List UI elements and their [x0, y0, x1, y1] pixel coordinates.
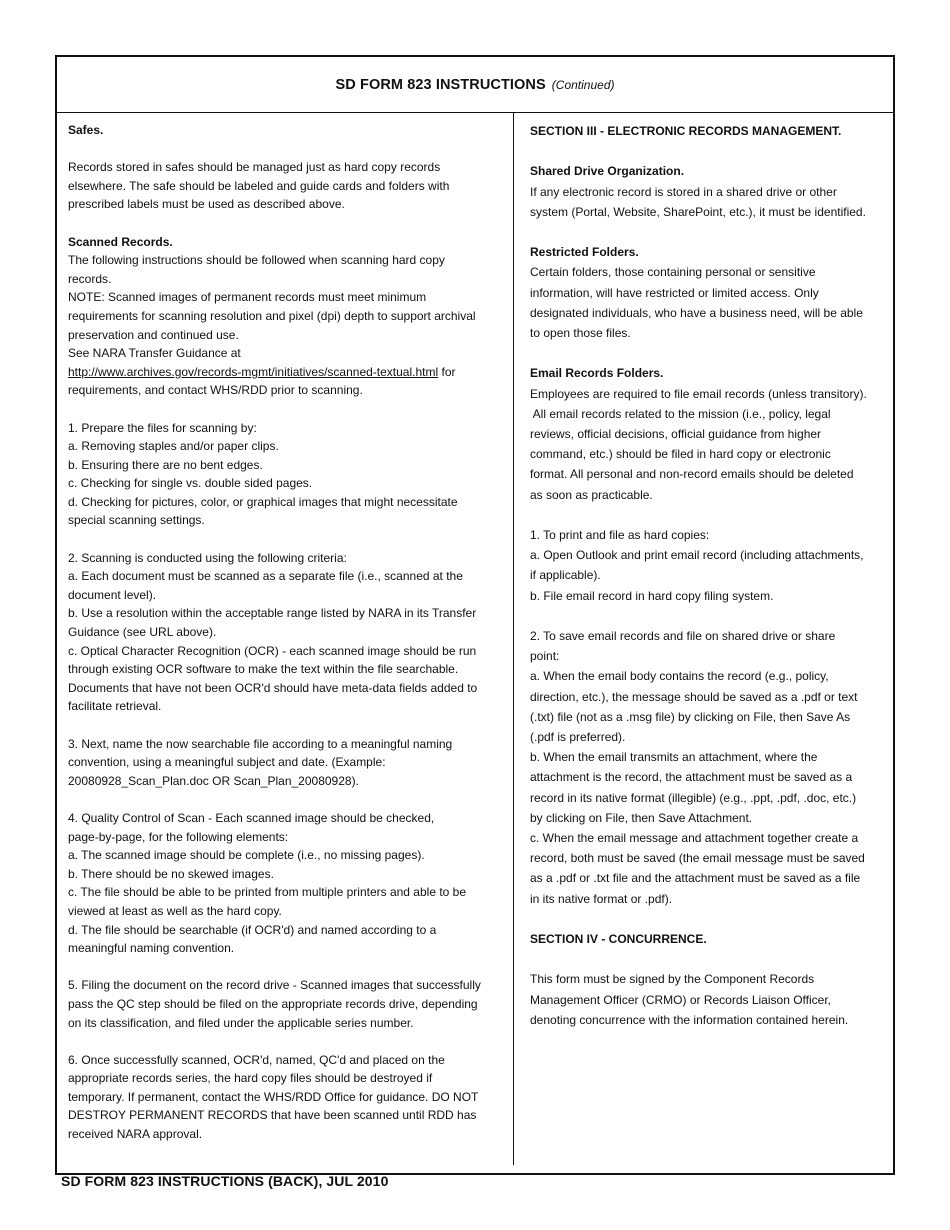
- text-line: Employees are required to file email records (unless transitory).: [530, 386, 867, 401]
- step-2-list: [68, 549, 504, 716]
- text-line: format. All personal and non-record emails should be deleted: [530, 467, 854, 482]
- concurrence-paragraph: [530, 969, 882, 1030]
- list-item: b. When the email transmits an attachment, where the: [530, 750, 818, 765]
- list-item: b. Use a resolution within the acceptable range listed by NARA in its Transfer: [68, 606, 477, 621]
- print-email-list: [530, 525, 882, 606]
- form-frame: [55, 55, 895, 1175]
- text-line: preservation and continued use.: [68, 327, 239, 342]
- list-item: d. Checking for pictures, color, or graphical images that might necessitate: [68, 494, 458, 509]
- scanned-records-heading: Scanned Records.: [68, 234, 173, 249]
- list-item: DESTROY PERMANENT RECORDS that have been scanned until RDD has: [68, 1108, 477, 1123]
- link-line: [68, 363, 504, 382]
- list-item: received NARA approval.: [68, 1127, 203, 1142]
- text-line: denoting concurrence with the information contained herein.: [530, 1012, 849, 1027]
- text-line: requirements for scanning resolution and pixel (dpi) depth to support archival: [68, 308, 476, 323]
- list-item: facilitate retrieval.: [68, 699, 162, 714]
- section-4-heading-block: [530, 929, 882, 949]
- email-folders-heading: Email Records Folders.: [530, 366, 664, 381]
- list-item: point:: [530, 649, 560, 664]
- text-line: This form must be signed by the Component Records: [530, 972, 815, 987]
- save-email-list: [530, 626, 882, 909]
- continued-label: (Continued): [551, 77, 615, 92]
- text-line: designated individuals, who have a business need, will be able: [530, 305, 863, 320]
- list-item: attachment is the record, the attachment must be saved as a: [530, 770, 853, 785]
- section-4-heading: SECTION IV - CONCURRENCE.: [530, 932, 707, 947]
- list-item: 1. Prepare the files for scanning by:: [68, 420, 257, 435]
- text-line: All email records related to the mission (i.e., policy, legal: [530, 406, 831, 421]
- email-folders-section: [530, 363, 882, 504]
- list-item: temporary. If permanent, contact the WHS/RDD Office for guidance. DO NOT: [68, 1089, 479, 1104]
- list-item: record in its native format (illegible) (e.g., .ppt, .pdf, .doc, etc.): [530, 790, 857, 805]
- right-column: [530, 121, 882, 1050]
- list-item: 4. Quality Control of Scan - Each scanned image should be checked,: [68, 810, 435, 825]
- column-divider: [513, 113, 514, 1165]
- text-line: reviews, official decisions, official guidance from higher: [530, 427, 822, 441]
- list-item: b. File email record in hard copy filing system.: [530, 588, 774, 603]
- list-item: 2. Scanning is conducted using the following criteria:: [68, 550, 347, 565]
- list-item: b. There should be no skewed images.: [68, 866, 274, 881]
- list-item: if applicable).: [530, 568, 601, 583]
- list-item: a. Open Outlook and print email record (including attachments,: [530, 548, 864, 563]
- list-item: in its native format or .pdf).: [530, 891, 673, 906]
- step-5-list: [68, 976, 504, 1032]
- list-item: 6. Once successfully scanned, OCR'd, named, QC'd and placed on the: [68, 1052, 445, 1067]
- restricted-folders-heading: Restricted Folders.: [530, 245, 639, 260]
- scanned-records-section: [68, 233, 504, 400]
- list-item: special scanning settings.: [68, 513, 205, 528]
- text-line: Records stored in safes should be managed just as hard copy records: [68, 160, 441, 175]
- form-footer: SD FORM 823 INSTRUCTIONS (BACK), JUL 2010: [61, 1173, 389, 1189]
- text-line: records.: [68, 271, 112, 286]
- list-item: meaningful naming convention.: [68, 941, 235, 956]
- list-item: d. The file should be searchable (if OCR'd) and named according to a: [68, 922, 437, 937]
- list-item: record, both must be saved (the email message must be saved: [530, 851, 865, 866]
- form-title: SD FORM 823 INSTRUCTIONS: [335, 76, 546, 93]
- link-suffix: for: [438, 364, 456, 379]
- list-item: as a .pdf or .txt file and the attachment must be saved as a file: [530, 871, 861, 886]
- section-3-heading: SECTION III - ELECTRONIC RECORDS MANAGEMENT.: [530, 124, 842, 138]
- list-item: a. The scanned image should be complete (i.e., no missing pages).: [68, 848, 425, 863]
- list-item: a. Removing staples and/or paper clips.: [68, 439, 279, 454]
- text-line: elsewhere. The safe should be labeled and guide cards and folders with: [68, 178, 450, 193]
- text-line: command, etc.) should be filed in hard copy or electronic: [530, 447, 831, 462]
- text-line: system (Portal, Website, SharePoint, etc.), it must be identified.: [530, 204, 866, 219]
- text-line: requirements, and contact WHS/RDD prior to scanning.: [68, 383, 363, 398]
- list-item: (.txt) file (not as a .msg file) by clicking on File, then Save As: [530, 709, 851, 724]
- text-line: to open those files.: [530, 326, 631, 340]
- text-line: Management Officer (CRMO) or Records Liaison Officer,: [530, 992, 831, 1007]
- list-item: c. The file should be able to be printed from multiple printers and able to be: [68, 885, 467, 900]
- text-line: Certain folders, those containing personal or sensitive: [530, 265, 816, 280]
- step-6-list: [68, 1051, 504, 1144]
- list-item: c. Optical Character Recognition (OCR) - each scanned image should be run: [68, 643, 477, 658]
- safes-heading-block: [68, 121, 504, 140]
- safes-heading: Safes.: [68, 123, 104, 137]
- text-line: See NARA Transfer Guidance at: [68, 346, 241, 361]
- section-3-heading-block: [530, 121, 882, 141]
- text-line: NOTE: Scanned images of permanent records must meet minimum: [68, 290, 427, 305]
- text-line: prescribed labels must be used as described above.: [68, 197, 345, 212]
- form-header: [57, 57, 893, 113]
- shared-drive-section: [530, 161, 882, 222]
- list-item: 2. To save email records and file on shared drive or share: [530, 629, 836, 643]
- list-item: appropriate records series, the hard copy files should be destroyed if: [68, 1071, 433, 1086]
- restricted-folders-section: [530, 242, 882, 343]
- list-item: by clicking on File, then Save Attachment.: [530, 810, 753, 825]
- list-item: 3. Next, name the now searchable file according to a meaningful naming: [68, 736, 453, 751]
- list-item: through existing OCR software to make the text within the file searchable.: [68, 662, 459, 677]
- step-1-list: [68, 419, 504, 531]
- list-item: 20080928_Scan_Plan.doc OR Scan_Plan_20080928).: [68, 773, 359, 788]
- list-item: a. Each document must be scanned as a separate file (i.e., scanned at the: [68, 569, 463, 584]
- list-item: Guidance (see URL above).: [68, 625, 217, 640]
- list-item: convention, using a meaningful subject and date. (Example:: [68, 755, 386, 770]
- step-3-list: [68, 735, 504, 791]
- text-line: The following instructions should be followed when scanning hard copy: [68, 253, 445, 268]
- list-item: 5. Filing the document on the record drive - Scanned images that successfully: [68, 978, 481, 993]
- list-item: Documents that have not been OCR'd should have meta-data fields added to: [68, 680, 478, 695]
- step-4-list: [68, 809, 504, 958]
- list-item: viewed at least as well as the hard copy.: [68, 903, 282, 918]
- text-line: as soon as practicable.: [530, 487, 653, 502]
- list-item: on its classification, and filed under the applicable series number.: [68, 1015, 414, 1030]
- list-item: pass the QC step should be filed on the appropriate records drive, depending: [68, 996, 478, 1011]
- list-item: direction, etc.), the message should be saved as a .pdf or text: [530, 689, 858, 704]
- list-item: (.pdf is preferred).: [530, 730, 626, 745]
- left-column: [68, 121, 504, 1162]
- list-item: document level).: [68, 587, 157, 602]
- list-item: 1. To print and file as hard copies:: [530, 528, 710, 542]
- safes-paragraph: [68, 158, 504, 214]
- shared-drive-heading: Shared Drive Organization.: [530, 164, 685, 179]
- list-item: b. Ensuring there are no bent edges.: [68, 457, 263, 472]
- list-item: c. Checking for single vs. double sided pages.: [68, 476, 313, 491]
- nara-guidance-link[interactable]: http://www.archives.gov/records-mgmt/initiatives/scanned-textual.html: [68, 364, 439, 379]
- list-item: c. When the email message and attachment together create a: [530, 831, 859, 846]
- list-item: page-by-page, for the following elements:: [68, 829, 289, 844]
- text-line: If any electronic record is stored in a shared drive or other: [530, 184, 837, 199]
- text-line: information, will have restricted or limited access. Only: [530, 285, 819, 300]
- list-item: a. When the email body contains the record (e.g., policy,: [530, 669, 829, 684]
